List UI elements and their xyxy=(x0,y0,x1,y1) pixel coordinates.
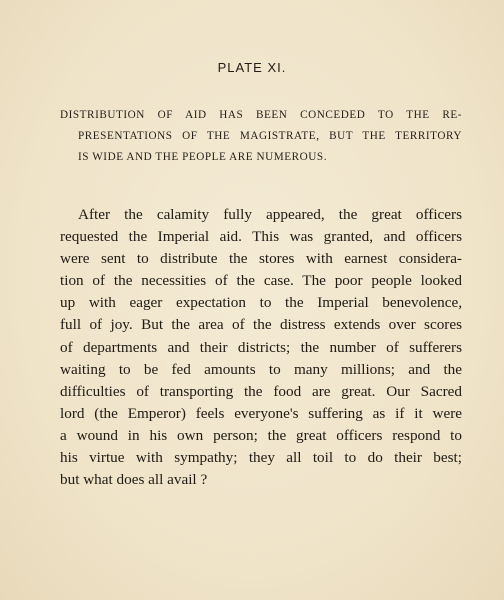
paragraph-line: were sent to distribute the stores with earnest considera- xyxy=(60,250,462,268)
body-paragraph xyxy=(60,204,462,491)
caption-line: IS WIDE AND THE PEOPLE ARE NUMEROUS. xyxy=(78,151,328,163)
plate-caption xyxy=(60,105,462,168)
paragraph-line: full of joy. But the area of the distress extends over scores xyxy=(60,316,462,334)
paragraph-line: up with eager expectation to the Imperial benevolence, xyxy=(60,294,462,312)
paragraph-line: waiting to be fed amounts to many millions; and the xyxy=(60,360,462,378)
paragraph-line: difficulties of transporting the food are great. Our Sacred xyxy=(60,382,462,400)
paragraph-line: After the calamity fully appeared, the great officers xyxy=(78,206,462,223)
paragraph-line: tion of the necessities of the case. The poor people looked xyxy=(60,272,462,290)
paragraph-line: lord (the Emperor) feels everyone's suffering as if it were xyxy=(60,404,462,422)
caption-line: PRESENTATIONS OF THE MAGISTRATE, BUT THE TERRITORY xyxy=(78,130,462,142)
paragraph-line: but what does all avail ? xyxy=(60,471,208,489)
paragraph-line: his virtue with sympathy; they all toil to do their best; xyxy=(60,449,462,467)
paragraph-line: requested the Imperial aid. This was granted, and officers xyxy=(60,228,462,246)
caption-line: DISTRIBUTION OF AID HAS BEEN CONCEDED TO THE RE- xyxy=(60,109,462,121)
plate-title: PLATE XI. xyxy=(217,60,287,75)
paragraph-line: a wound in his own person; the great officers respond to xyxy=(60,426,462,444)
paragraph-line: of departments and their districts; the number of sufferers xyxy=(60,338,462,356)
